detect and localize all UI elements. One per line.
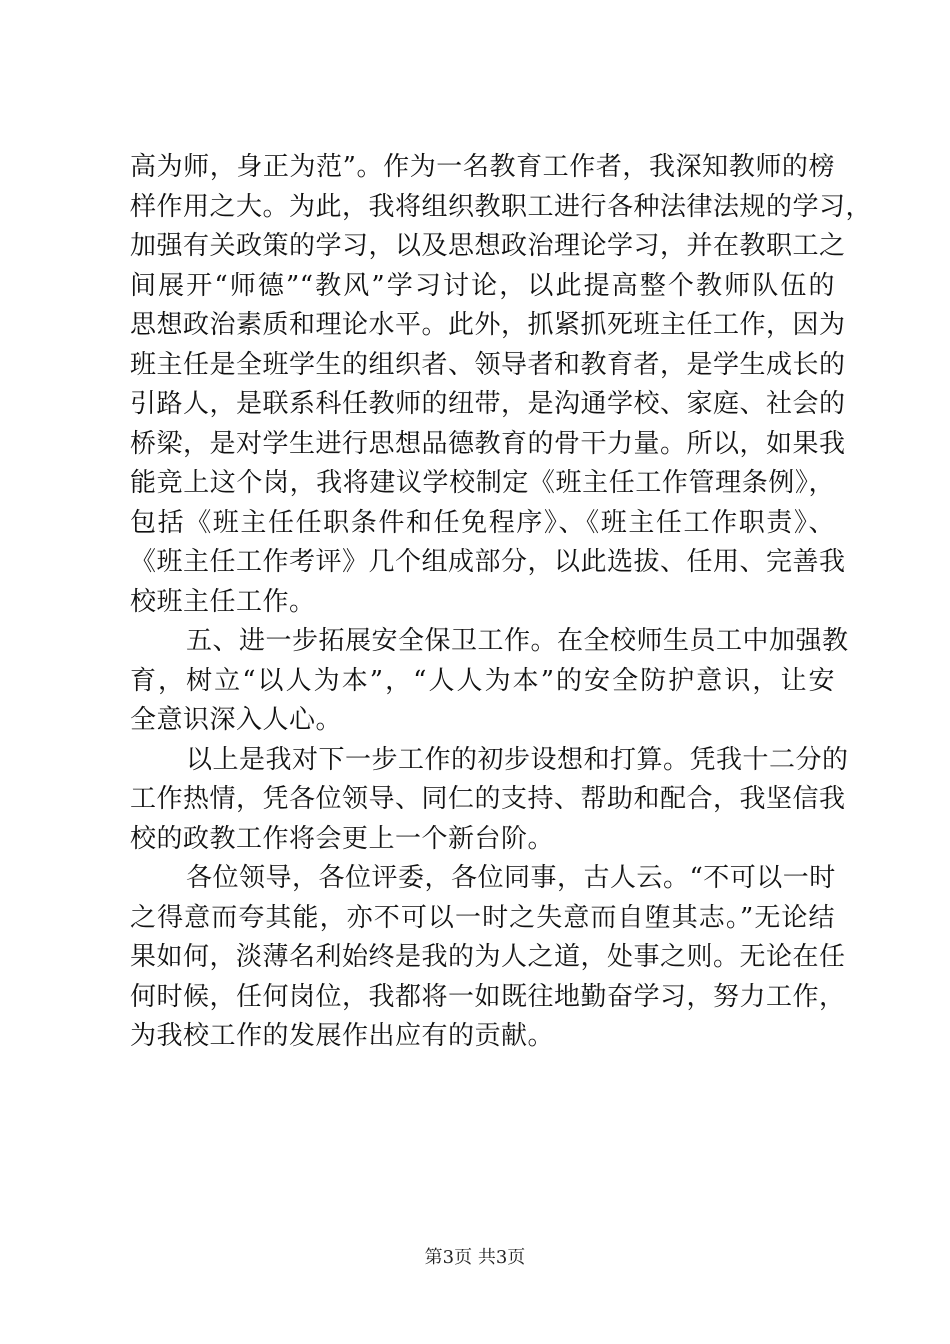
text-line: 间展开“师德”“教风”学习讨论，以此提高整个教师队伍的 [130,270,835,301]
text-line: 校的政教工作将会更上一个新台阶。 [130,823,555,854]
text-line: 何时候，任何岗位，我都将一如既往地勤奋学习，努力工作， [130,981,846,1012]
text-line: 桥梁，是对学生进行思想品德教育的骨干力量。所以，如果我 [130,428,846,459]
paragraph-start-line: 五、进一步拓展安全保卫工作。在全校师生员工中加强教 [186,626,849,656]
text-line: 果如何，淡薄名利始终是我的为人之道，处事之则。无论在任 [130,942,846,972]
text-line: 之得意而夸其能，亦不可以一时之失意而自堕其志。”无论结 [130,902,835,933]
text-line: 全意识深入人心。 [130,705,343,735]
text-line: 样作用之大。为此，我将组织教职工进行各种法律法规的学习， [130,191,873,222]
paragraph-start-line: 各位领导，各位评委，各位同事，古人云。“不可以一时 [186,863,836,893]
text-line: 高为师，身正为范”。作为一名教育工作者，我深知教师的榜 [130,152,835,182]
paragraph-start-line: 以上是我对下一步工作的初步设想和打算。凭我十二分的 [186,744,849,775]
text-line: 为我校工作的发展作出应有的贡献。 [130,1021,555,1051]
page-number-footer: 第3页 共3页 [424,1247,526,1268]
text-line: 能竞上这个岗，我将建议学校制定《班主任工作管理条例》， [130,468,835,498]
text-line: 校班主任工作。 [130,586,316,617]
text-line: 思想政治素质和理论水平。此外，抓紧抓死班主任工作，因为 [130,310,846,340]
text-line: 《班主任工作考评》几个组成部分，以此选拔、任用、完善我 [130,547,846,577]
text-line: 加强有关政策的学习，以及思想政治理论学习，并在教职工之 [130,231,846,261]
text-line: 班主任是全班学生的组织者、领导者和教育者，是学生成长的 [130,349,846,380]
document-body [130,148,873,1057]
text-line: 育，树立“以人为本”，“人人为本”的安全防护意识，让安 [130,665,835,696]
text-line: 工作热情，凭各位领导、同仁的支持、帮助和配合，我坚信我 [130,784,846,814]
text-line: 引路人，是联系科任教师的纽带，是沟通学校、家庭、社会的 [130,389,846,419]
text-line: 包括《班主任任职条件和任免程序》、《班主任工作职责》、 [130,507,835,538]
